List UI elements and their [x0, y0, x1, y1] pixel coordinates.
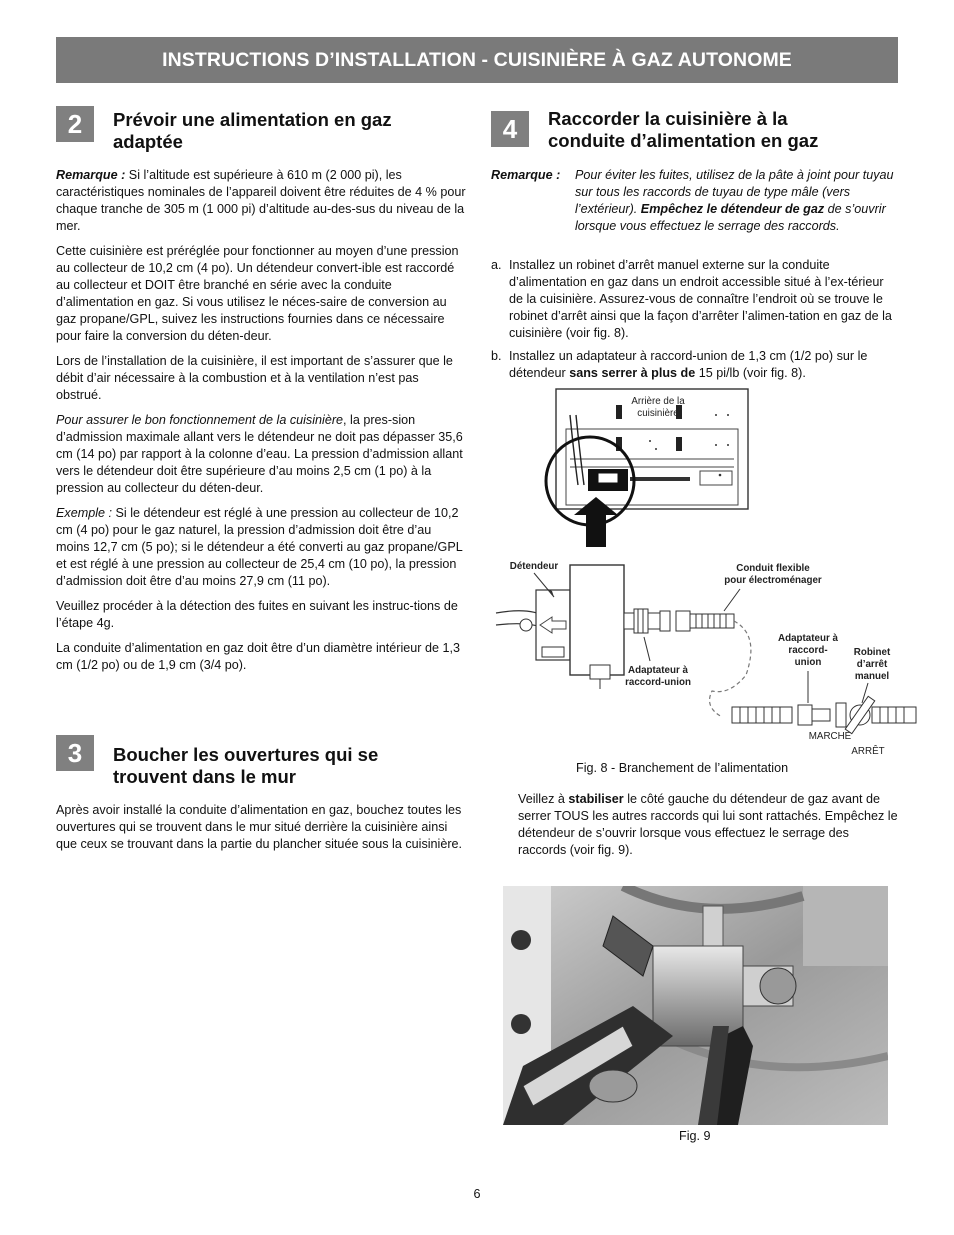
stabilize-paragraph	[518, 791, 898, 867]
step-3-title	[113, 744, 378, 788]
remarque-label: Remarque :	[56, 168, 126, 182]
union-adapter-1	[624, 609, 670, 633]
fig8-adapt1-label-2: raccord-union	[625, 677, 691, 688]
step-2-title-line2: adaptée	[113, 131, 183, 152]
fig8-robinet-label-1: Robinet	[853, 647, 891, 658]
list-text-a: Installez un robinet d’arrêt manuel externe sur la conduite d’alimentation en gaz dans un endroit accessible situé à l’ex-térieur de la cuisinière. Assurez-vous de connaître l’endroit où se trouve le robinet d’arrêt ainsi que la façon d’arrêter l’alimen-tation en gaz de la cuisinière (voir fig. 8).	[509, 258, 892, 340]
stab-rest: le côté gauche du détendeur de gaz avant de serrer TOUS les autres raccords qui lui sont rattachés. Empêchez le détendeur de s’ouvrir lorsque vous effectuez le serrage des raccords (voir fig. 9).	[518, 792, 898, 857]
step-2-paragraph-1: Cette cuisinière est préréglée pour fonctionner au moyen d’une pression au collecteur de 10,2 cm (4 po). Un détendeur convert-ible est raccordé au collecteur et DOIT être branché en série avec la conduite d’alimentation en gaz. Si vous utilisez le néces-saire de conversion au gaz propane/GPL, suivez les instructions fournies dans ce nécessaire pour faire la conversion du déten-deur.	[56, 244, 459, 343]
page-banner: INSTRUCTIONS D’INSTALLATION - CUISINIÈRE À GAZ AUTONOME	[56, 37, 898, 83]
step-3-title-line2: trouvent dans le mur	[113, 766, 296, 787]
fig8-adapt2-label-3: union	[794, 657, 822, 668]
fig8-adapt1-label-1: Adaptateur à	[628, 665, 688, 676]
step-3-title-line1: Boucher les ouvertures qui se	[113, 744, 379, 765]
fig8-robinet-label-2: d’arrêt	[856, 659, 888, 670]
regulator-assembly	[496, 565, 624, 689]
fig8-adapt2-label-1: Adaptateur à	[778, 633, 838, 644]
step-3-body	[56, 802, 466, 861]
b-bold: sans serrer à plus de	[569, 366, 696, 380]
remarque-4-bold: Empêchez le détendeur de gaz	[640, 202, 825, 216]
step-2-paragraph-5: Veuillez procéder à la détection des fuites en suivant les instruc-tions de l’étape 4g.	[56, 599, 458, 630]
fig-9-photo	[503, 886, 888, 1125]
step-2-number: 2	[56, 106, 94, 142]
remarque-text: Si l’altitude est supérieure à 610 m (2 000 pi), les caractéristiques nominales de l’appareil doivent être réduites de 4 % pour chaque tranche de 305 m (1 000 pi) d’altitude au-des-sus du niveau de la mer.	[56, 168, 466, 233]
fig8-detendeur-label: Détendeur	[509, 561, 559, 572]
page-number: 6	[473, 1187, 481, 1201]
list-marker-a: a.	[491, 258, 502, 272]
step-3-paragraph-1: Après avoir installé la conduite d’alimentation en gaz, bouchez toutes les ouvertures qui se trouvent dans le mur situé derrière la cuisinière ainsi que ceux se trouvant dans la partie du plancher située sous la cuisinière.	[56, 803, 463, 851]
step-4-remarque-label: Remarque :	[491, 168, 561, 182]
step-2-body	[56, 167, 466, 682]
step-2-paragraph-2: Lors de l’installation de la cuisinière, il est important de s’assurer que le débit d’air nécessaire à la combustion et à la ventilation n’est pas obstrué.	[56, 354, 453, 402]
step-4-list	[491, 257, 898, 388]
p3-rest: , la pres-sion d’admission maximale allant vers le détendeur ne doit pas dépasser 35,6 cm (14 po) par rapport à la colonne d’eau. La pression d’admission allant vers le détendeur doit être supérieure d’au moins 2,5 cm (1 po) à la pression au collecteur du déten-deur.	[56, 413, 463, 495]
step-2-paragraph-3	[56, 412, 466, 497]
step-4-number: 4	[491, 111, 529, 147]
list-item-b	[491, 348, 898, 382]
fig8-back-label-2: cuisinière	[637, 408, 679, 419]
fig-9-caption: Fig. 9	[679, 1129, 711, 1143]
stab-bold: stabiliser	[568, 792, 624, 806]
fig8-robinet-label-3: manuel	[854, 671, 890, 682]
step-2-remarque	[56, 167, 466, 235]
remarque-4-text: Pour éviter les fuites, utilisez de la pâte à joint pour tuyau sur tous les raccords de tuyau de type mâle (vers l’extérieur).	[575, 168, 894, 216]
step-2-title	[113, 109, 392, 153]
step-4-title	[548, 108, 818, 152]
step-4-remarque-body	[575, 167, 896, 235]
fig8-flex-label-2: pour électroménager	[724, 575, 822, 586]
list-item-a	[491, 257, 898, 342]
fig8-arret-label: ARRÊT	[851, 746, 885, 757]
step-4-remarque	[491, 167, 896, 235]
p4-italic: Exemple :	[56, 506, 112, 520]
step-4-title-line1: Raccorder la cuisinière à la	[548, 108, 788, 129]
b-text: Installez un adaptateur à raccord-union de 1,3 cm (1/2 po) sur le détendeur	[509, 349, 868, 380]
fig-8-diagram	[490, 385, 920, 765]
stab-pre: Veillez à	[518, 792, 569, 806]
fig8-back-label-1: Arrière de la	[631, 396, 685, 407]
step-2-paragraph-6: La conduite d’alimentation en gaz doit être d’un diamètre intérieur de 1,3 cm (1/2 po) ou de 1,9 cm (3/4 po).	[56, 641, 460, 672]
step-3-number: 3	[56, 735, 94, 771]
p4-rest: Si le détendeur est réglé à une pression au collecteur de 10,2 cm (4 po) pour le gaz naturel, la pression d’admission doit être d’au moins 12,7 cm (5 po); si le détendeur a été converti au gaz propane/GPL et est réglé à une pression au collecteur de 25,4 cm (10 po), la pression d’admission doit être d’au moins 27,9 cm (11 po).	[56, 506, 463, 588]
fig8-flex-label-1: Conduit flexible	[736, 563, 810, 574]
step-2-title-line1: Prévoir une alimentation en gaz	[113, 109, 392, 130]
list-marker-b: b.	[491, 349, 502, 363]
range-back-panel	[556, 389, 748, 509]
fig-8-caption: Fig. 8 - Branchement de l’alimentation	[576, 761, 789, 775]
fig8-adapt2-label-2: raccord-	[788, 645, 828, 656]
remarque-4-tail: de s’ouvrir lorsque vous effectuez le serrage des raccords.	[575, 202, 886, 233]
list-text-b	[509, 348, 898, 382]
b-tail: 15 pi/lb (voir fig. 8).	[695, 366, 806, 380]
lower-assembly	[732, 696, 916, 733]
p3-italic: Pour assurer le bon fonctionnement de la cuisinière	[56, 413, 344, 427]
step-4-title-line2: conduite d’alimentation en gaz	[548, 130, 819, 151]
fig8-marche-label: MARCHE	[808, 731, 852, 742]
step-2-paragraph-4	[56, 505, 466, 590]
flex-conduit	[676, 611, 751, 717]
